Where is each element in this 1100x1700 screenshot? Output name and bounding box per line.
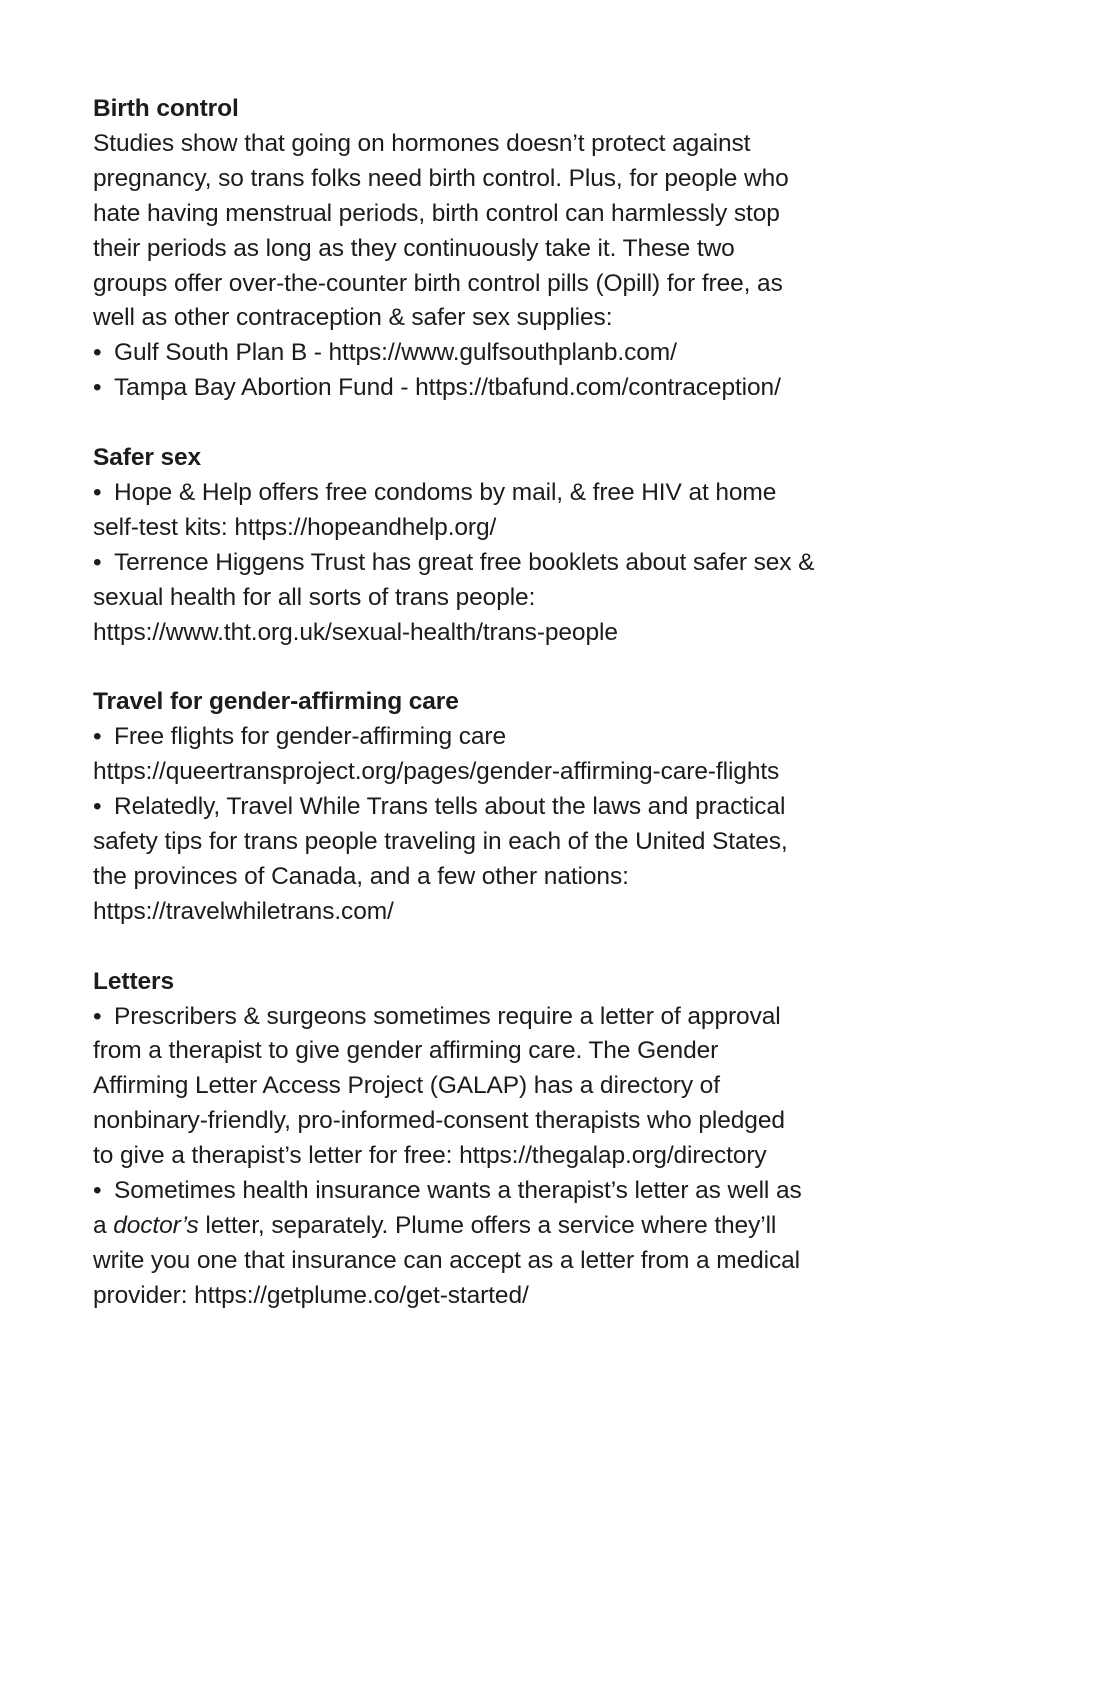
- list-item-continuation: safety tips for trans people traveling in each of the United States,: [93, 828, 788, 855]
- list-item-continuation: Affirming Letter Access Project (GALAP) has a directory of: [93, 1072, 720, 1100]
- list-item-continuation: from a therapist to give gender affirming care. The Gender: [93, 1037, 719, 1065]
- section-heading: Travel for gender-affirming care: [93, 688, 459, 716]
- section-birth-control: [93, 92, 1053, 406]
- list-item-continuation: [93, 895, 1053, 930]
- paragraph-line: their periods as long as they continuously take it. These two: [93, 234, 735, 262]
- section-heading: Birth control: [93, 95, 239, 122]
- bullet-icon: •: [93, 478, 102, 506]
- bullet-icon: •: [93, 1002, 102, 1030]
- list-item: [93, 371, 1053, 406]
- list-item-text: provider:: [93, 1281, 195, 1309]
- list-item: [93, 476, 1053, 511]
- section-heading: Letters: [93, 967, 174, 995]
- list-item-text: Terrence Higgens Trust has great free booklets about safer sex &: [114, 548, 815, 576]
- list-item-text: Free flights for gender-affirming care: [114, 723, 507, 751]
- list-item-continuation: [93, 755, 1053, 790]
- section-travel: [93, 685, 1053, 929]
- list-item-text: Relatedly, Travel While Trans tells about the laws and practical: [114, 793, 786, 821]
- travel-while-trans-link[interactable]: https://travelwhiletrans.com/: [93, 897, 394, 925]
- list-item-continuation: [93, 511, 1053, 546]
- paragraph-line: hate having menstrual periods, birth control can harmlessly stop: [93, 199, 780, 227]
- list-item-text: Hope & Help offers free condoms by mail, & free HIV at home: [114, 478, 777, 506]
- list-item: [93, 1000, 1053, 1035]
- list-item: [93, 790, 1053, 825]
- bullet-icon: •: [93, 374, 102, 402]
- bullet-icon: •: [93, 339, 102, 367]
- tampa-bay-abortion-fund-link[interactable]: https://tbafund.com/contraception/: [415, 374, 781, 402]
- queer-trans-project-link[interactable]: https://queertransproject.org/pages/gender-affirming-care-flights: [93, 758, 780, 786]
- bullet-icon: •: [93, 548, 102, 576]
- tht-trans-people-link[interactable]: https://www.tht.org.uk/sexual-health/trans-people: [93, 618, 618, 646]
- paragraph-line: Studies show that going on hormones doesn’t protect against: [93, 129, 751, 157]
- list-item-text: Sometimes health insurance wants a therapist’s letter as well as: [114, 1177, 802, 1205]
- list-item: [93, 1174, 1053, 1209]
- section-heading: Safer sex: [93, 444, 202, 472]
- list-item-text: Tampa Bay Abortion Fund -: [114, 374, 416, 402]
- hope-and-help-link[interactable]: https://hopeandhelp.org/: [234, 513, 497, 541]
- bullet-icon: •: [93, 793, 102, 821]
- list-item-text: self-test kits:: [93, 513, 235, 541]
- document-page: [93, 92, 1053, 1349]
- list-item-text: Gulf South Plan B -: [114, 339, 329, 367]
- list-item-text: to give a therapist’s letter for free:: [93, 1142, 460, 1170]
- gulf-south-plan-b-link[interactable]: https://www.gulfsouthplanb.com/: [328, 339, 677, 367]
- list-item-continuation: [93, 1139, 1053, 1174]
- section-letters: [93, 965, 1053, 1314]
- list-item-continuation: sexual health for all sorts of trans people:: [93, 583, 536, 611]
- list-item: [93, 336, 1053, 371]
- list-item-text: a: [93, 1211, 114, 1239]
- paragraph-line: pregnancy, so trans folks need birth control. Plus, for people who: [93, 164, 789, 192]
- plume-get-started-link[interactable]: https://getplume.co/get-started/: [194, 1281, 529, 1309]
- galap-directory-link[interactable]: https://thegalap.org/directory: [459, 1142, 767, 1170]
- emphasis-text: doctor’s: [113, 1211, 199, 1239]
- paragraph-line: groups offer over-the-counter birth control pills (Opill) for free, as: [93, 269, 783, 297]
- list-item-continuation: [93, 1279, 1053, 1314]
- list-item-continuation: [93, 616, 1053, 651]
- bullet-icon: •: [93, 1177, 102, 1205]
- list-item-text: Prescribers & surgeons sometimes require a letter of approval: [114, 1002, 781, 1030]
- list-item-continuation: nonbinary-friendly, pro-informed-consent therapists who pledged: [93, 1107, 785, 1135]
- list-item-continuation: the provinces of Canada, and a few other nations:: [93, 862, 629, 890]
- bullet-icon: •: [93, 723, 102, 751]
- list-item: [93, 720, 1053, 755]
- section-safer-sex: [93, 441, 1053, 650]
- list-item-continuation: write you one that insurance can accept as a letter from a medical: [93, 1246, 800, 1274]
- list-item: [93, 546, 1053, 581]
- paragraph-line: well as other contraception & safer sex supplies:: [93, 304, 613, 332]
- list-item-continuation: [93, 1209, 1053, 1244]
- list-item-text: letter, separately. Plume offers a service where they’ll: [198, 1211, 777, 1239]
